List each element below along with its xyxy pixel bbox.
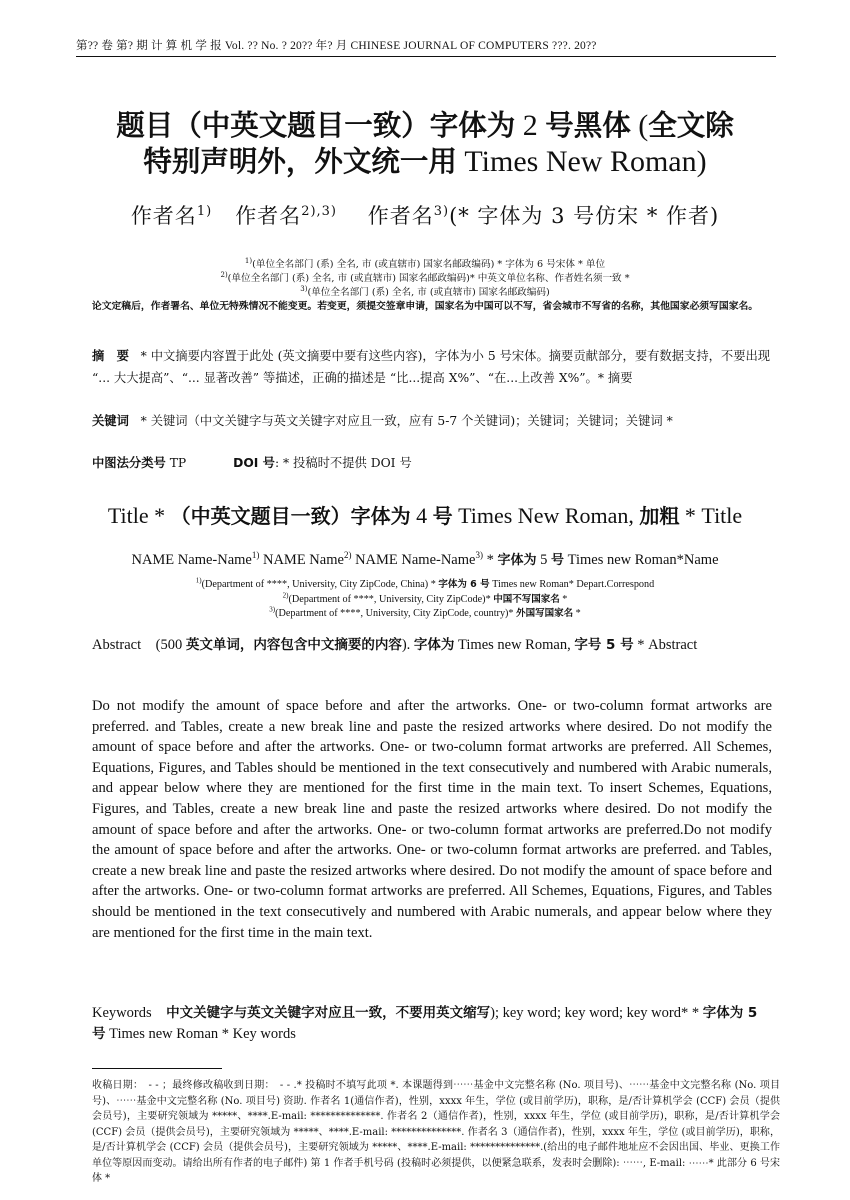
keywords-en-text: Times new Roman * Key words: [105, 1025, 296, 1042]
name-text: Times new Roman*Name: [563, 552, 719, 568]
abstract-en-cn: 字号 5 号: [574, 637, 634, 653]
affiliation-cn-note: 中国不写国家名: [493, 594, 560, 605]
affiliation-sup: 1): [244, 256, 253, 265]
title-en-cn: 加粗: [639, 504, 680, 528]
keywords-en: [92, 1003, 772, 1044]
title-en-text: Times New Roman,: [452, 503, 640, 528]
footnote: 收稿日期： - - ；最终修改稿收到日期： - - .* 投稿时不填写此项 *. 本课题得到⋯⋯基金中文完整名称 (No. 项目号)、⋯⋯基金中文完整名称 (No. 项目号)、⋯⋯基金中文完整名称 (No. 项目号) 资助. 作者名 1(通信作者)，性别，xxxx 年生，学位 (或目前学历)，职称，是/否计算机学会 (CCF) 会员（提供会员号)，主要研究领域为 *****、****.E-mail: **************. 作者名 2（通信作者)，性别，xxxx 年生，学位 (或目前学历)，职称，是/否计算机学会 (CCF) 会员（提供会员号)，主要研究领域为 *****、****.E-mail: **************. 作者名 3（通信作者)，性别，xxxx 年生，学位 (或目前学历)，职称，是/否计算机学会 (CCF) 会员（提供会员号)，主要研究领域为 *****、****.E-mail: **************.(给出的电子邮件地址应不会因出国、毕业、更换工作单位等原因而变动。请给出所有作者的电子邮件) 第 1 作者手机号码 (投稿时必须提供，以便紧急联系，发表时会删除): ⋯⋯, E-mail: ⋯⋯* 此部分 6 号宋体 *: [92, 1080, 780, 1184]
abstract-en-cn: 英文单词，内容包含中文摘要的内容: [185, 637, 402, 653]
names-en: [0, 549, 850, 569]
affiliation-note: 论文定稿后，作者署名、单位无特殊情况不能变更。若变更，须提交签章申请，国家名为中国可以不写，省会城市不写省的名称，其他国家必须写国家名。: [91, 301, 759, 312]
author-name: 作者名: [130, 204, 197, 228]
abstract-en-body: Do not modify the amount of space before and after the artworks. One- or two-column format artworks are preferred. and Tables, create a new break line and paste the resized artworks where desired. Do not modify the amount of space before and after the artworks. One- or two-column format artworks are preferred. All Schemes, Equations, Figures, and Tables should be mentioned in the text consecutively and numbered with Arabic numerals, and appear below where they are mentioned for the first time in the main text. To insert Schemes, Equations, Figures, and Tables, create a new break line and paste the resized artworks where desired. Do not modify the amount of space before and after the artworks. One- or two-column format artworks are preferred.Do not modify the amount of space before and after the artworks. One- or two-column format artworks are preferred. and Tables, create a new break line and paste the resized artworks where desired. Do not modify the amount of space before and after the artworks. One- or two-column format artworks are preferred. All Schemes, Equations, Figures, and Tables should be mentioned in the text consecutively and numbered with Arabic numerals, and appear below where they are mentioned for the first time in the main text.: [92, 698, 772, 941]
affiliation-cn-note: 字体为 6 号: [438, 579, 490, 590]
name-cn: 号: [550, 553, 564, 568]
name-text: 5: [536, 552, 551, 568]
author-sup: 1): [196, 204, 213, 219]
affiliation-en: [0, 576, 850, 590]
abstract-en-cn: 字体为: [413, 637, 455, 653]
title-cn-line1: [0, 108, 850, 144]
keywords-cn-label: 关键词: [92, 414, 129, 428]
affiliation-sup: 1): [195, 576, 202, 585]
title-en: [0, 500, 850, 529]
title-cn-paren: (: [630, 109, 649, 142]
affiliation-text: *: [559, 594, 568, 605]
keywords-en-text: ); key word; key word; key word* *: [490, 1005, 703, 1021]
affiliation-sup: 3): [269, 605, 276, 614]
name-en: NAME Name: [259, 552, 344, 568]
affiliation-en: [0, 605, 850, 619]
affiliation-cn: [0, 270, 850, 284]
abstract-cn-label: 摘 要: [92, 349, 129, 363]
abstract-en-text: * Abstract: [633, 637, 698, 653]
title-cn-text: 题目（中英文题目一致）字体为: [116, 109, 516, 142]
affiliation-text: (Department of ****, University, City ZipCode)*: [288, 594, 494, 605]
title-en-text: Title *: [107, 503, 171, 528]
title-en-text: 4: [410, 503, 433, 528]
keywords-cn-text: * 关键词（中文关键字与英文关键字对应且一致，应有 5-7 个关键词)；关键词；关键词；关键词 *: [140, 414, 673, 428]
abstract-en-text: ).: [401, 637, 414, 653]
affiliation-text: (单位全名部门 (系) 全名, 市 (或直辖市) 国家名邮政编码): [307, 287, 550, 298]
author-sup: 3): [433, 204, 450, 219]
name-sup: 1): [251, 550, 260, 561]
affiliation-sup: 3): [300, 284, 308, 293]
affiliation-sup: 2): [282, 591, 289, 600]
authors-line: [0, 200, 850, 230]
author-sup: 2),3): [301, 204, 338, 219]
title-en-text: * Title: [679, 503, 743, 528]
doi-label: DOI 号: [233, 456, 275, 470]
affiliation-cn-note: 外国写国家名: [516, 608, 574, 619]
affiliation-text: (Department of ****, University, City ZipCode, country)*: [275, 608, 517, 619]
name-sup: 3): [475, 550, 483, 561]
author-name: 作者名: [235, 204, 302, 228]
classification-line: [92, 452, 772, 474]
abstract-en-heading: [92, 632, 772, 658]
keywords-cn: [92, 410, 772, 432]
title-cn-text: 全文除: [648, 109, 734, 142]
affiliation-text: Times new Roman* Depart.Correspond: [489, 579, 655, 590]
abstract-en-label: Abstract (500: [92, 637, 186, 653]
keywords-en-label: Keywords: [92, 1005, 167, 1021]
doi-value: : * 投稿时不提供 DOI 号: [274, 456, 412, 470]
classification-value: TP: [169, 456, 187, 470]
running-header: 第?? 卷 第? 期 计 算 机 学 报 Vol. ?? No. ? 20?? 年? 月 CHINESE JOURNAL OF COMPUTERS ???. 20??: [76, 40, 597, 52]
abstract-en-text: Times new Roman,: [454, 637, 575, 653]
title-en-cn: 号: [432, 504, 453, 528]
affiliation-cn: [0, 256, 850, 270]
affiliation-text: *: [573, 608, 581, 619]
author-note: (* 字体为 3 号仿宋 * 作者): [449, 204, 720, 228]
name-en: NAME Name-Name: [351, 552, 476, 568]
affiliation-text: (Department of ****, University, City ZipCode, China) *: [201, 579, 439, 590]
name-sup: 2): [343, 550, 352, 561]
abstract-cn-text: * 中文摘要内容置于此处 (英文摘要中要有这些内容)，字体为小 5 号宋体。摘要贡献部分，要有数据支持，不要出现 “... 大大提高”、“... 显著改善” 等描述，正确的描述是 “比...提高 X%”、“在...上改善 X%”。* 摘要: [92, 349, 771, 385]
abstract-cn: [92, 345, 772, 389]
name-text: *: [482, 552, 498, 568]
keywords-en-cn: 中文关键字与英文关键字对应且一致，不要用英文缩写: [166, 1005, 491, 1021]
affiliation-text: (单位全名部门 (系) 全名, 市 (或直辖市) 国家名邮政编码)* 中英文单位名称、作者姓名须一致 *: [227, 273, 630, 284]
classification-label: 中图法分类号: [92, 456, 166, 470]
title-cn-text: 特别声明外，外文统一用: [143, 145, 457, 178]
name-cn: 字体为: [497, 553, 537, 568]
title-cn-line2: [0, 144, 850, 180]
keywords-en-cn: 字体为 5 号: [92, 1005, 758, 1042]
affiliation-text: (单位全名部门 (系) 全名, 市 (或直辖市) 国家名邮政编码) * 字体为 6 号宋体 * 单位: [252, 259, 606, 270]
author-name: 作者名: [367, 204, 434, 228]
affiliation-cn: [0, 284, 850, 298]
name-en: NAME Name-Name: [131, 552, 252, 568]
affiliation-en: [0, 591, 850, 605]
title-cn-latin: Times New Roman): [456, 145, 707, 178]
header-rule: [76, 56, 776, 57]
title-en-cn: （中英文题目一致）字体为: [170, 504, 411, 528]
title-cn-text: 号黑体: [545, 109, 631, 142]
title-cn-num: 2: [515, 109, 546, 142]
footnote-rule: [92, 1068, 222, 1069]
affiliation-sup: 2): [220, 270, 228, 279]
